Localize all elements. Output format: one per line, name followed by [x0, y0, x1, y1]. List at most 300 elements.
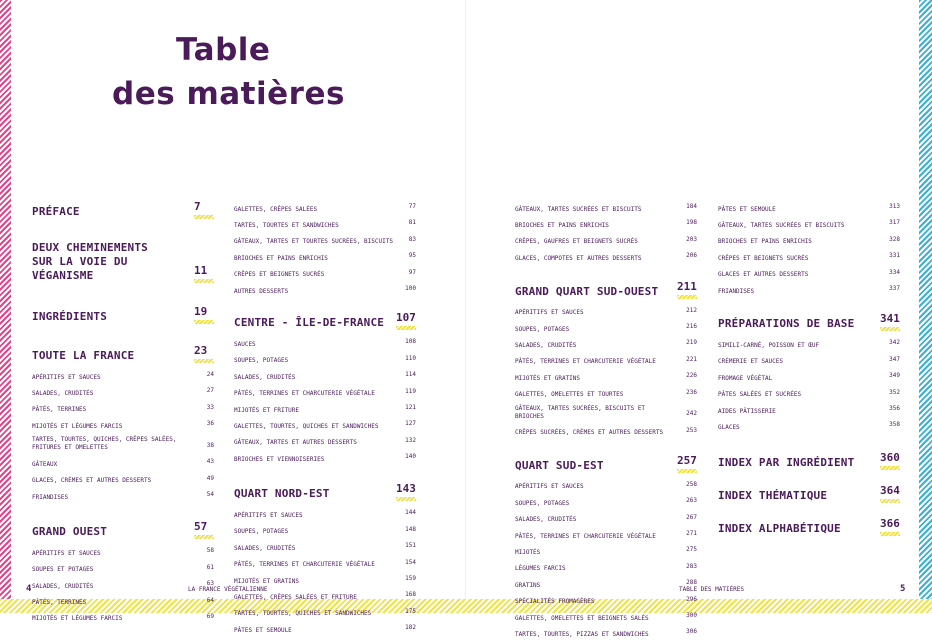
- section-page-number: [880, 312, 900, 331]
- toc-section: [32, 200, 214, 219]
- entry-label: GÂTEAUX, TARTES ET AUTRES DESSERTS: [234, 439, 357, 447]
- toc-section: [718, 312, 900, 434]
- entry-page: 151: [405, 542, 416, 550]
- entry-page: 63: [206, 580, 214, 588]
- entry-label: BRIOCHES ET PAINS ENRICHIS: [234, 254, 328, 262]
- section-title: INDEX ALPHABÉTIQUE: [718, 521, 841, 535]
- entry-page: 347: [889, 355, 900, 363]
- entry-page: 271: [686, 530, 697, 538]
- entry-label: TARTES, TOURTES, QUICHES, CRÊPES SALÉES, FRITURES ET OMELETTES: [32, 436, 177, 452]
- entry-label: CRÊPES SUCRÉES, CRÈMES ET AUTRES DESSERTS: [515, 429, 664, 437]
- entry-label: PÂTÉS, TERRINES: [32, 406, 87, 414]
- entry-page: 258: [686, 480, 697, 488]
- left-edge-stripe: [0, 0, 11, 613]
- entry-label: TARTES, TOURTES, QUICHES ET SANDWICHES: [234, 610, 372, 618]
- section-heading[interactable]: [32, 305, 214, 324]
- entry-page: 127: [405, 420, 416, 428]
- hatch-underline: [194, 279, 214, 283]
- toc-entry[interactable]: [515, 336, 697, 352]
- toc-entry[interactable]: [515, 593, 697, 609]
- toc-entry[interactable]: [515, 304, 697, 320]
- entry-label: SOUPES ET POTAGES: [32, 566, 94, 574]
- entry-page: 313: [889, 203, 900, 210]
- section-heading[interactable]: [718, 451, 900, 470]
- entry-page: 212: [686, 306, 697, 314]
- entry-label: BRIOCHES ET PAINS ENRICHIS: [718, 238, 812, 246]
- toc-entry[interactable]: [718, 353, 900, 369]
- entry-page: 342: [889, 339, 900, 347]
- hatch-underline: [880, 499, 900, 503]
- entry-label: GRATINS: [515, 581, 541, 589]
- entry-page: 114: [405, 371, 416, 379]
- entry-page: 148: [405, 525, 416, 533]
- toc-entry[interactable]: [515, 386, 697, 402]
- section-title: QUART SUD-EST: [515, 458, 604, 472]
- right-edge-stripe: [919, 0, 932, 613]
- entry-page: 216: [686, 322, 697, 330]
- section-heading[interactable]: [234, 482, 416, 501]
- toc-entry[interactable]: [515, 494, 697, 510]
- section-page-number: [396, 482, 416, 501]
- toc-entry[interactable]: [234, 266, 416, 282]
- toc-entry[interactable]: [234, 335, 416, 351]
- toc-entry[interactable]: [515, 478, 697, 494]
- section-title: QUART NORD-EST: [234, 487, 330, 501]
- toc-entry[interactable]: [234, 523, 416, 539]
- toc-section: [234, 311, 416, 466]
- entry-page: 206: [686, 252, 697, 260]
- entry-label: PÂTÉS, TERRINES ET CHARCUTERIE VÉGÉTALE: [234, 390, 375, 398]
- entry-label: GÂTEAUX, TARTES SUCRÉES, BISCUITS ET BRIOCHES: [515, 404, 646, 420]
- toc-section: [718, 517, 900, 536]
- section-title: INGRÉDIENTS: [32, 310, 108, 323]
- section-title: CENTRE - ÎLE-DE-FRANCE: [234, 316, 385, 330]
- toc-entry[interactable]: [234, 385, 416, 401]
- toc-entry[interactable]: [32, 368, 214, 384]
- entry-label: MIJOTÉS ET LÉGUMES FARCIS: [32, 422, 123, 430]
- toc-column-2: [234, 200, 416, 638]
- section-title: INDEX PAR INGRÉDIENT: [718, 455, 855, 469]
- page-title: [112, 28, 345, 116]
- section-page-number: [880, 451, 900, 470]
- toc-entry[interactable]: [718, 216, 900, 232]
- entry-page: 352: [889, 388, 900, 396]
- section-page-value: 57: [194, 520, 208, 534]
- entry-label: APÉRITIFS ET SAUCES: [515, 483, 584, 491]
- toc-column-3: [515, 200, 697, 642]
- entry-label: CRÊPES, GAUFRES ET BEIGNETS SUCRÉS: [515, 238, 638, 246]
- toc-entry[interactable]: [515, 353, 697, 369]
- entry-page: 140: [405, 453, 416, 461]
- toc-section: [515, 280, 697, 440]
- toc-entry[interactable]: [32, 434, 214, 456]
- section-heading[interactable]: [718, 312, 900, 331]
- entry-label: GLACES ET AUTRES DESSERTS: [718, 271, 809, 279]
- toc-entry[interactable]: [234, 506, 416, 522]
- entry-label: SOUPES, POTAGES: [234, 357, 289, 365]
- entry-page: 300: [686, 612, 697, 620]
- toc-section: [32, 344, 214, 504]
- toc-entry[interactable]: [718, 402, 900, 418]
- toc-entry[interactable]: [515, 369, 697, 385]
- toc-entry[interactable]: [515, 249, 697, 265]
- entry-label: TARTES, TOURTES ET SANDWICHES: [234, 221, 339, 229]
- section-page-value: 23: [194, 344, 208, 357]
- section-heading[interactable]: [718, 484, 900, 503]
- section-page-value: 366: [880, 516, 900, 530]
- section-page-number: [194, 200, 214, 219]
- entry-page: 236: [686, 388, 697, 396]
- toc-entry[interactable]: [718, 336, 900, 352]
- entry-page: 54: [206, 490, 214, 498]
- section-page-value: 107: [396, 311, 416, 325]
- section-page-value: 143: [396, 482, 416, 496]
- section-page-number: [396, 311, 416, 330]
- section-heading[interactable]: [515, 454, 697, 473]
- entry-label: SPÉCIALITÉS FROMAGÈRES: [515, 598, 595, 606]
- toc-section: [718, 200, 900, 298]
- toc-entry[interactable]: [234, 605, 416, 621]
- section-entries: [234, 506, 416, 637]
- toc-entry[interactable]: [32, 610, 214, 626]
- toc-entry[interactable]: [718, 282, 900, 298]
- entry-page: 36: [206, 420, 214, 428]
- entry-label: SOUPES, POTAGES: [515, 499, 570, 507]
- entry-label: MIJOTÉS ET GRATINS: [234, 577, 300, 585]
- section-heading[interactable]: [234, 311, 416, 330]
- toc-entry[interactable]: [32, 455, 214, 471]
- toc-entry[interactable]: [515, 527, 697, 543]
- toc-entry[interactable]: [32, 401, 214, 417]
- right-page-number: 5: [900, 584, 906, 594]
- toc-section: [515, 454, 697, 642]
- entry-page: 95: [408, 252, 416, 260]
- toc-entry[interactable]: [234, 233, 416, 249]
- toc-section: [234, 200, 416, 298]
- section-heading[interactable]: [515, 280, 697, 299]
- section-title: GRAND OUEST: [32, 525, 108, 539]
- section-entries: [32, 544, 214, 626]
- toc-entry[interactable]: [234, 417, 416, 433]
- section-page-value: 257: [677, 453, 697, 467]
- entry-page: 306: [686, 628, 697, 636]
- toc-entry[interactable]: [515, 402, 697, 424]
- entry-label: SALADES, CRUDITÉS: [32, 389, 94, 397]
- entry-page: 283: [686, 562, 697, 570]
- entry-label: PÂTES ET SEMOULE: [234, 626, 292, 634]
- section-page-number: [194, 344, 214, 363]
- left-page-number: 4: [26, 584, 32, 594]
- toc-section: [515, 200, 697, 266]
- toc-entry[interactable]: [32, 472, 214, 488]
- entry-label: GLACES, COMPOTES ET AUTRES DESSERTS: [515, 254, 642, 262]
- section-page-number: [880, 517, 900, 536]
- entry-page: 337: [889, 284, 900, 292]
- toc-entry[interactable]: [234, 539, 416, 555]
- section-entries: [718, 200, 900, 298]
- entry-label: SIMILI-CARNÉ, POISSON ET ŒUF: [718, 341, 820, 349]
- hatch-underline: [396, 326, 416, 330]
- entry-page: 97: [408, 268, 416, 276]
- book-spine: [465, 0, 466, 600]
- section-title: TOUTE LA FRANCE: [32, 349, 135, 362]
- entry-label: GLACES: [718, 423, 740, 431]
- toc-entry[interactable]: [234, 249, 416, 265]
- entry-page: 43: [206, 458, 214, 466]
- hatch-underline: [194, 359, 214, 363]
- entry-label: SALADES, CRUDITÉS: [515, 516, 577, 524]
- entry-label: MIJOTÉS: [515, 549, 541, 557]
- entry-page: 296: [686, 595, 697, 603]
- toc-column-1: [32, 200, 214, 626]
- entry-label: SALADES, CRUDITÉS: [234, 373, 296, 381]
- entry-label: GALETTES, CRÊPES SALÉES: [234, 205, 318, 213]
- toc-entry[interactable]: [718, 266, 900, 282]
- entry-page: 108: [405, 338, 416, 346]
- entry-page: 253: [686, 426, 697, 434]
- entry-page: 203: [686, 235, 697, 243]
- entry-label: GALETTES, OMELETTES ET BEIGNETS SALÉS: [515, 614, 649, 622]
- toc-entry[interactable]: [32, 544, 214, 560]
- entry-label: FROMAGE VÉGÉTAL: [718, 374, 773, 382]
- entry-label: FRIANDISES: [32, 493, 69, 501]
- section-entries: [515, 304, 697, 440]
- entry-page: 144: [405, 509, 416, 517]
- entry-label: BRIOCHES ET VIENNOISERIES: [234, 455, 325, 463]
- section-heading[interactable]: [32, 520, 214, 539]
- toc-entry[interactable]: [718, 233, 900, 249]
- toc-entry[interactable]: [32, 488, 214, 504]
- entry-page: 182: [405, 624, 416, 632]
- entry-page: 226: [686, 372, 697, 380]
- toc-entry[interactable]: [234, 216, 416, 232]
- entry-page: 119: [405, 387, 416, 395]
- entry-page: 358: [889, 421, 900, 429]
- entry-page: 61: [206, 563, 214, 571]
- entry-page: 24: [206, 371, 214, 378]
- entry-page: 58: [206, 547, 214, 555]
- entry-page: 356: [889, 404, 900, 412]
- section-page-value: 211: [677, 279, 697, 293]
- entry-label: CRÊPES ET BEIGNETS SUCRÉS: [718, 254, 809, 262]
- section-entries: [515, 200, 697, 266]
- toc-entry[interactable]: [718, 369, 900, 385]
- entry-page: 263: [686, 497, 697, 505]
- toc-section: [32, 241, 214, 283]
- hatch-underline: [194, 320, 214, 324]
- entry-label: MIJOTÉS ET FRITURE: [234, 406, 300, 414]
- entry-label: SALADES, CRUDITÉS: [515, 341, 577, 349]
- entry-page: 221: [686, 355, 697, 363]
- entry-page: 334: [889, 268, 900, 276]
- entry-page: 242: [686, 410, 697, 418]
- toc-entry[interactable]: [234, 352, 416, 368]
- entry-page: 110: [405, 354, 416, 362]
- entry-label: PÂTÉS, TERRINES: [32, 599, 87, 607]
- section-page-value: 364: [880, 483, 900, 497]
- toc-section: [234, 482, 416, 637]
- entry-label: GALETTES, CRÊPES SALÉES ET FRITURE: [234, 594, 357, 602]
- entry-label: SOUPES, POTAGES: [515, 325, 570, 333]
- entry-label: PÂTES ET SEMOULE: [718, 205, 776, 213]
- toc-entry[interactable]: [234, 434, 416, 450]
- entry-label: AUTRES DESSERTS: [234, 287, 289, 295]
- entry-label: GÂTEAUX, TARTES SUCRÉES ET BISCUITS: [515, 205, 642, 213]
- entry-page: 154: [405, 558, 416, 566]
- toc-section: [718, 484, 900, 503]
- section-page-number: [194, 264, 214, 283]
- entry-label: GÂTEAUX: [32, 460, 58, 468]
- section-entries: [32, 368, 214, 504]
- section-page-number: [194, 520, 214, 539]
- hatch-underline: [194, 535, 214, 539]
- toc-entry[interactable]: [515, 320, 697, 336]
- entry-page: 81: [408, 219, 416, 227]
- toc-entry[interactable]: [32, 384, 214, 400]
- entry-page: 64: [206, 596, 214, 604]
- entry-page: 267: [686, 513, 697, 521]
- entry-page: 33: [206, 403, 214, 411]
- toc-section: [32, 305, 214, 324]
- section-heading[interactable]: [32, 241, 214, 283]
- entry-label: GALETTES, OMELETTES ET TOURTES: [515, 391, 624, 399]
- toc-entry[interactable]: [32, 577, 214, 593]
- section-heading[interactable]: [718, 517, 900, 536]
- toc-entry[interactable]: [718, 200, 900, 216]
- entry-label: PÂTES SALÉES ET SUCRÉES: [718, 391, 802, 399]
- entry-page: 159: [405, 575, 416, 583]
- entry-label: GLACES, CRÈMES ET AUTRES DESSERTS: [32, 477, 152, 485]
- entry-label: GÂTEAUX, TARTES ET TOURTES SUCRÉES, BISCUITS: [234, 238, 393, 246]
- section-entries: [234, 200, 416, 298]
- entry-label: PÂTÉS, TERRINES ET CHARCUTERIE VÉGÉTALE: [234, 561, 375, 569]
- toc-entry[interactable]: [515, 576, 697, 592]
- entry-page: 198: [686, 219, 697, 227]
- entry-label: GÂTEAUX, TARTES SUCRÉES ET BISCUITS: [718, 221, 845, 229]
- toc-entry[interactable]: [234, 368, 416, 384]
- toc-section: [32, 520, 214, 626]
- toc-column-4: [718, 200, 900, 536]
- section-page-number: [880, 484, 900, 503]
- section-heading[interactable]: [32, 200, 214, 219]
- hatch-underline: [677, 295, 697, 299]
- toc-entry[interactable]: [515, 625, 697, 641]
- hatch-underline: [194, 215, 214, 219]
- toc-entry[interactable]: [234, 556, 416, 572]
- toc-entry[interactable]: [234, 401, 416, 417]
- toc-entry[interactable]: [515, 233, 697, 249]
- toc-entry[interactable]: [234, 621, 416, 637]
- section-entries: [234, 335, 416, 466]
- entry-label: APÉRITIFS ET SAUCES: [234, 512, 303, 520]
- toc-entry[interactable]: [718, 418, 900, 434]
- entry-page: 331: [889, 252, 900, 260]
- hatch-underline: [880, 466, 900, 470]
- entry-label: MIJOTÉS ET LÉGUMES FARCIS: [32, 615, 123, 623]
- entry-page: 27: [206, 387, 214, 395]
- entry-label: MIJOTÉS ET GRATINS: [515, 374, 581, 382]
- toc-entry[interactable]: [515, 216, 697, 232]
- toc-entry[interactable]: [234, 200, 416, 216]
- hatch-underline: [880, 532, 900, 536]
- entry-label: AIDES PÂTISSERIE: [718, 407, 776, 415]
- section-title: PRÉFACE: [32, 205, 80, 218]
- entry-page: 288: [686, 579, 697, 587]
- toc-entry[interactable]: [32, 594, 214, 610]
- toc-entry[interactable]: [515, 511, 697, 527]
- entry-label: GALETTES, TOURTES, QUICHES ET SANDWICHES: [234, 422, 379, 430]
- entry-label: LÉGUMES FARCIS: [515, 565, 566, 573]
- hatch-underline: [396, 497, 416, 501]
- section-title: PRÉPARATIONS DE BASE: [718, 317, 855, 331]
- entry-label: SALADES, CRUDITÉS: [234, 544, 296, 552]
- entry-label: CRÈMERIE ET SAUCES: [718, 358, 784, 366]
- section-page-value: 11: [194, 264, 208, 277]
- title-line-1: Table: [176, 32, 271, 68]
- section-page-number: [677, 454, 697, 473]
- right-running-footer: TABLE DES MATIÈRES: [679, 586, 745, 593]
- hatch-underline: [677, 469, 697, 473]
- section-title: INDEX THÉMATIQUE: [718, 488, 828, 502]
- entry-label: PÂTÉS, TERRINES ET CHARCUTERIE VÉGÉTALE: [515, 532, 656, 540]
- entry-label: SALADES, CRUDITÉS: [32, 582, 94, 590]
- toc-entry[interactable]: [32, 417, 214, 433]
- toc-entry[interactable]: [234, 450, 416, 466]
- toc-entry[interactable]: [234, 282, 416, 298]
- entry-page: 175: [405, 607, 416, 615]
- toc-entry[interactable]: [32, 561, 214, 577]
- entry-page: 317: [889, 219, 900, 227]
- entry-page: 219: [686, 339, 697, 347]
- entry-label: BRIOCHES ET PAINS ENRICHIS: [515, 221, 609, 229]
- entry-label: APÉRITIFS ET SAUCES: [32, 373, 101, 381]
- section-page-value: 360: [880, 450, 900, 464]
- entry-page: 121: [405, 403, 416, 411]
- entry-page: 69: [206, 612, 214, 620]
- entry-page: 38: [206, 441, 214, 449]
- entry-label: FRIANDISES: [718, 287, 755, 295]
- entry-page: 132: [405, 436, 416, 444]
- entry-label: PÂTÉS, TERRINES ET CHARCUTERIE VÉGÉTALE: [515, 358, 656, 366]
- section-title: GRAND QUART SUD-OUEST: [515, 284, 659, 298]
- section-page-value: 341: [880, 312, 900, 326]
- section-page-value: 19: [194, 305, 208, 318]
- section-heading[interactable]: [32, 344, 214, 363]
- entry-page: 168: [405, 591, 416, 599]
- entry-label: APÉRITIFS ET SAUCES: [515, 309, 584, 317]
- entry-page: 83: [408, 235, 416, 243]
- title-line-2: des matières: [112, 76, 345, 112]
- toc-entry[interactable]: [718, 386, 900, 402]
- toc-entry[interactable]: [515, 560, 697, 576]
- toc-entry[interactable]: [515, 609, 697, 625]
- left-running-footer: LA FRANCE VÉGÉTALIENNE: [188, 586, 268, 593]
- entry-page: 49: [206, 474, 214, 482]
- entry-label: APÉRITIFS ET SAUCES: [32, 549, 101, 557]
- entry-page: 349: [889, 372, 900, 380]
- entry-label: SAUCES: [234, 340, 256, 348]
- section-title: DEUX CHEMINEMENTS SUR LA VOIE DU VÉGANISME: [32, 241, 148, 282]
- section-page-number: [677, 280, 697, 299]
- toc-entry[interactable]: [515, 200, 697, 216]
- entry-page: 100: [405, 284, 416, 292]
- entry-page: 275: [686, 546, 697, 554]
- toc-entry[interactable]: [515, 424, 697, 440]
- toc-entry[interactable]: [515, 543, 697, 559]
- toc-entry[interactable]: [718, 249, 900, 265]
- hatch-underline: [880, 327, 900, 331]
- toc-section: [718, 451, 900, 470]
